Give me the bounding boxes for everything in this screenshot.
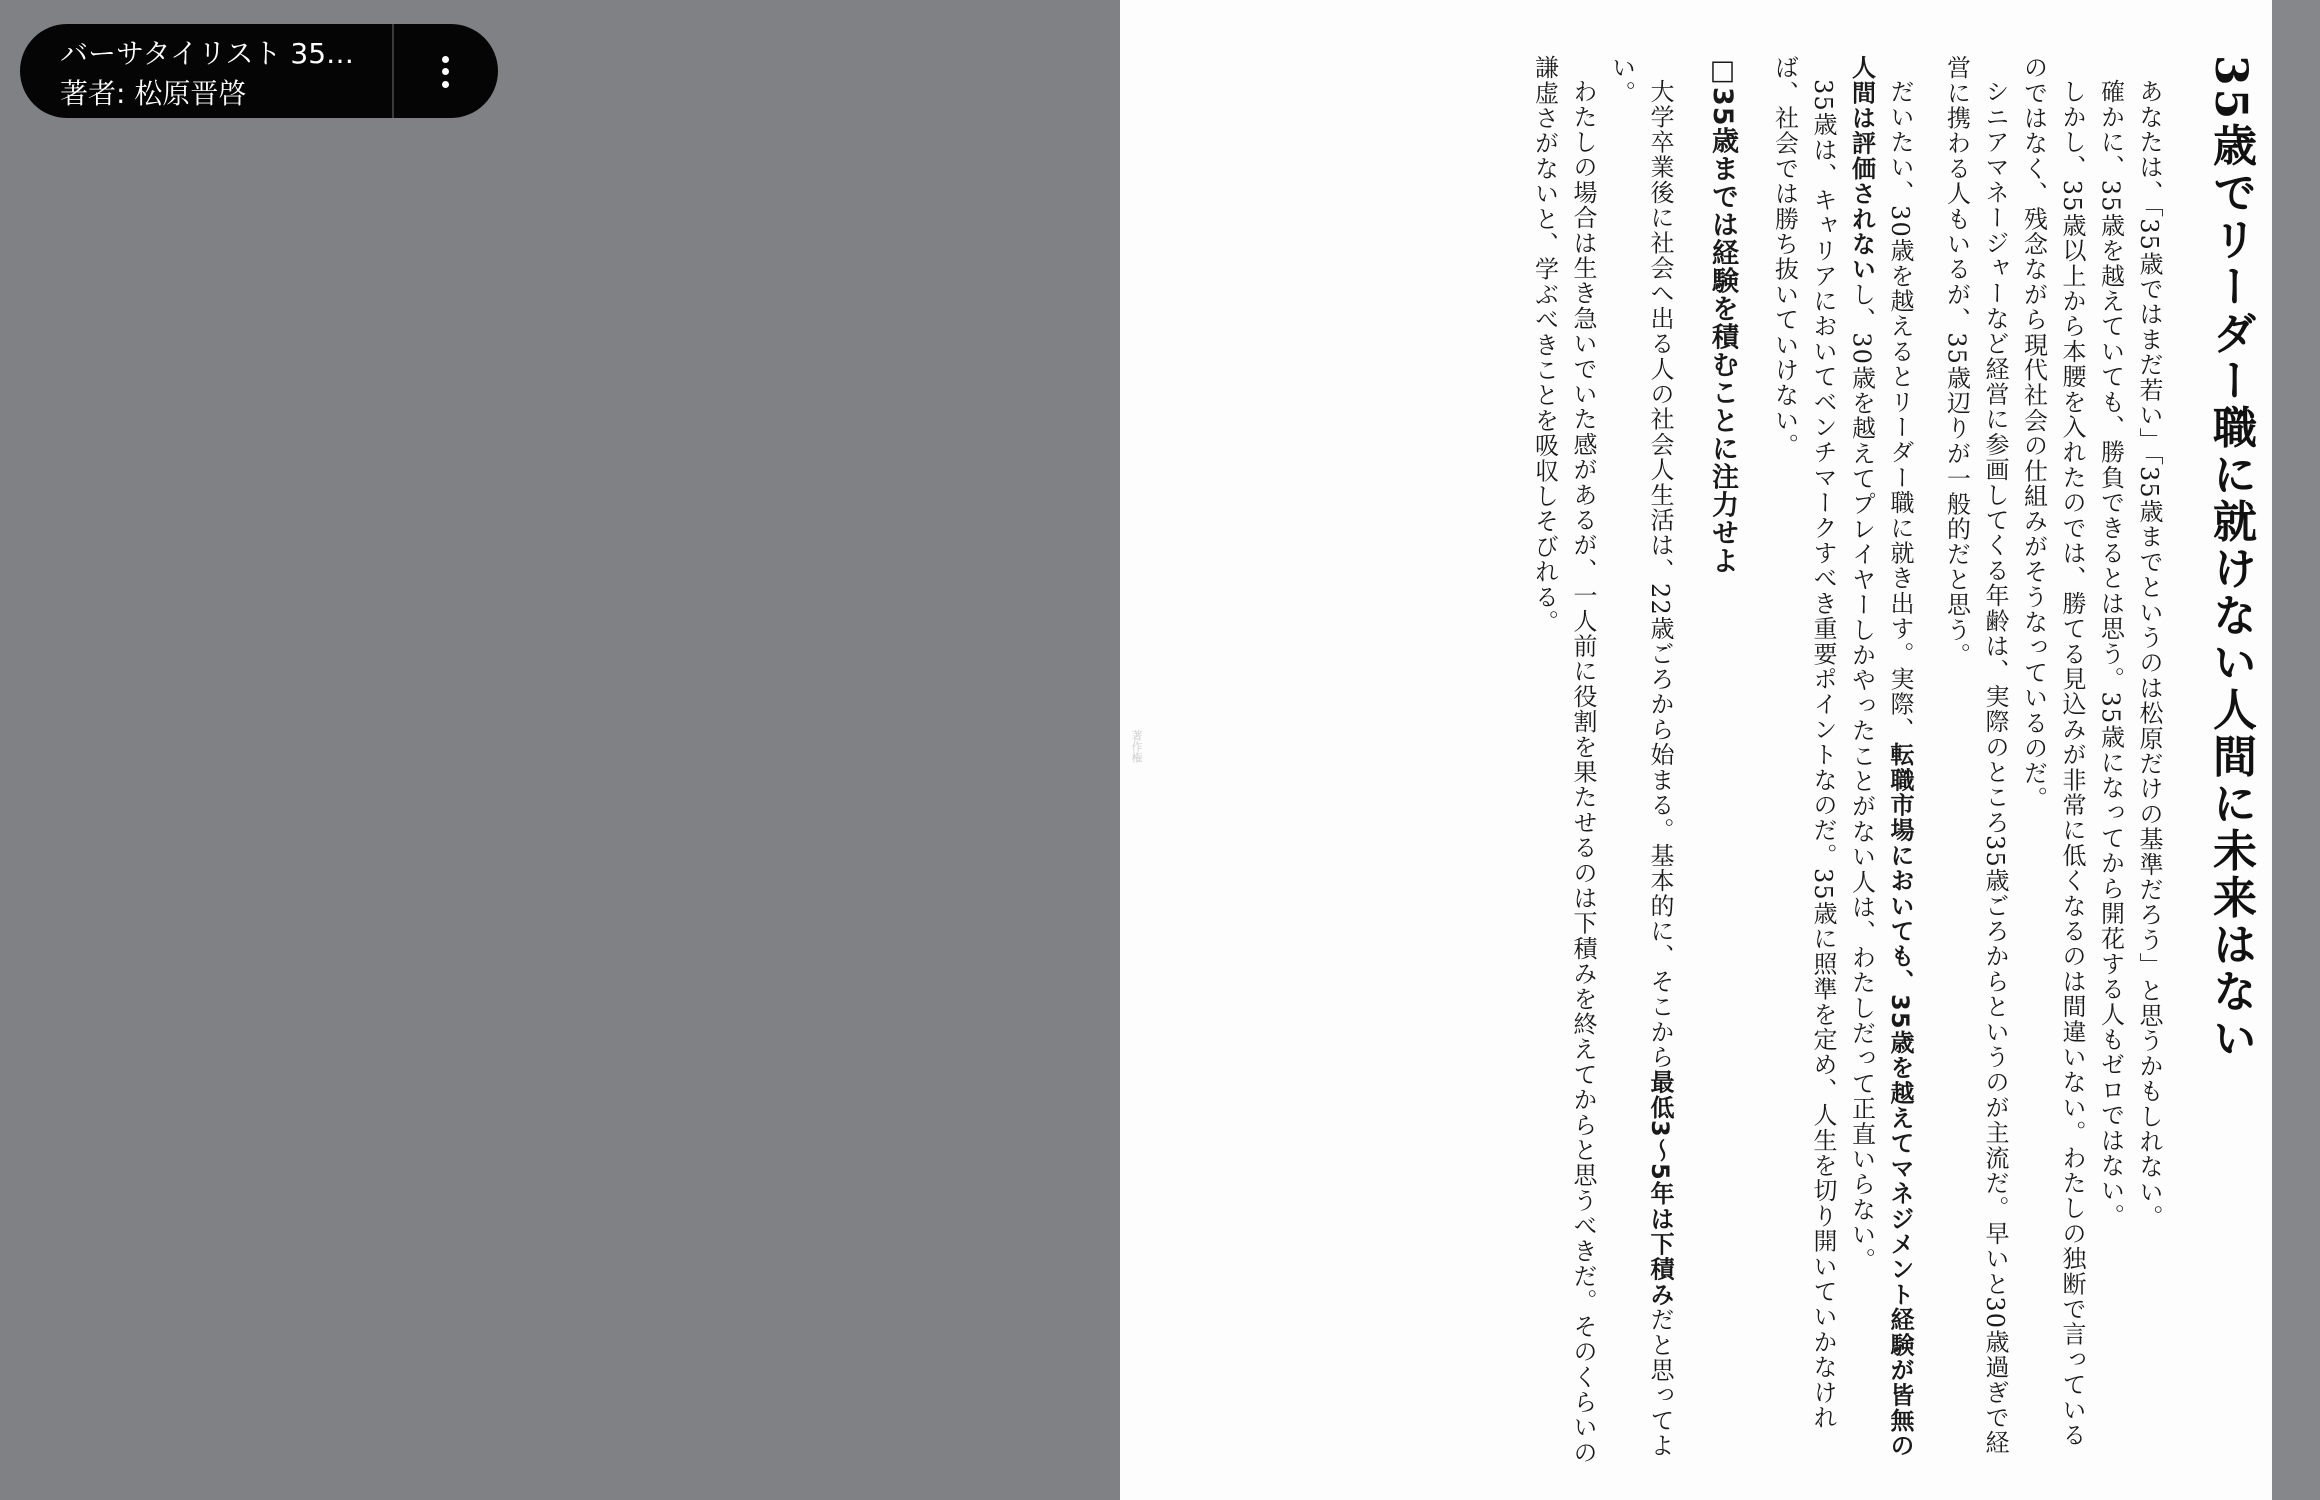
running-head: 著作権	[1130, 730, 1143, 763]
section-paragraphs	[1525, 55, 1679, 1465]
emphasis-text: 転職市場においても、35歳を越えてマネジメント経験が皆無の人間は評価されない	[1847, 55, 1914, 1459]
page-margin-right	[2272, 0, 2320, 1500]
paragraph: だいたい、30歳を越えるとリーダー職に就き出す。実際、転職市場においても、35歳を越えてマネジメント経験が皆無の人間は評価されないし、30歳を越えてプレイヤーしかやったことがない人は、わたしだって正直いらない。	[1847, 55, 1914, 1459]
book-author: 著者: 松原晋啓	[60, 77, 247, 110]
paragraph: シニアマネージャーなど経営に参画してくる年齢は、実際のところ35歳ごろからというのが主流だ。早いと30歳過ぎで経営に携わる人もいるが、35歳辺りが一般的だと思う。	[1942, 55, 2009, 1456]
vertical-ellipsis-icon	[442, 56, 449, 63]
paragraph: 35歳は、キャリアにおいてベンチマークすべき重要ポイントなのだ。35歳に照準を定め、人生を切り開いていかなければ、社会では勝ち抜いていけない。	[1770, 55, 1837, 1431]
chapter-title: 35歳でリーダー職に就けない人間に未来はない	[2205, 55, 2256, 1063]
paragraph: しかし、35歳以上から本腰を入れたのでは、勝てる見込みが非常に低くなるのは間違いない。わたしの独断で言っているのではなく、残念ながら現代社会の仕組みがそうなっているのだ。	[2019, 55, 2086, 1448]
book-info-pill[interactable]	[20, 24, 498, 118]
book-info-text	[60, 34, 380, 114]
paragraph: あなたは、「35歳ではまだ若い」「35歳までというのは松原だけの基準だろう」と思うかもしれない。	[2135, 79, 2163, 1230]
body-paragraphs	[1765, 55, 2168, 1465]
more-options-button[interactable]	[410, 24, 480, 118]
book-title: バーサタイリスト 35…	[60, 37, 355, 70]
reader-background	[0, 0, 1120, 1500]
section-heading: □35歳までは経験を積むことに注力せよ	[1707, 55, 1738, 575]
emphasis-text: 最低3〜5年は下積み	[1646, 1069, 1674, 1307]
pill-divider	[392, 24, 394, 118]
paragraph: わたしの場合は生き急いでいた感があるが、一人前に役割を果たせるのは下積みを終えてからと思うべきだ。そのくらいの謙虚さがないと、学ぶべきことを吸収しそびれる。	[1530, 55, 1597, 1465]
page-text	[1525, 55, 2262, 1465]
paragraph: 大学卒業後に社会へ出る人の社会人生活は、22歳ごろから始まる。基本的に、そこから最低3〜5年は下積みだと思ってよい。	[1607, 55, 1674, 1459]
paragraph: 確かに、35歳を越えていても、勝負できるとは思う。35歳になってから開花する人もゼロではない。	[2096, 79, 2125, 1229]
